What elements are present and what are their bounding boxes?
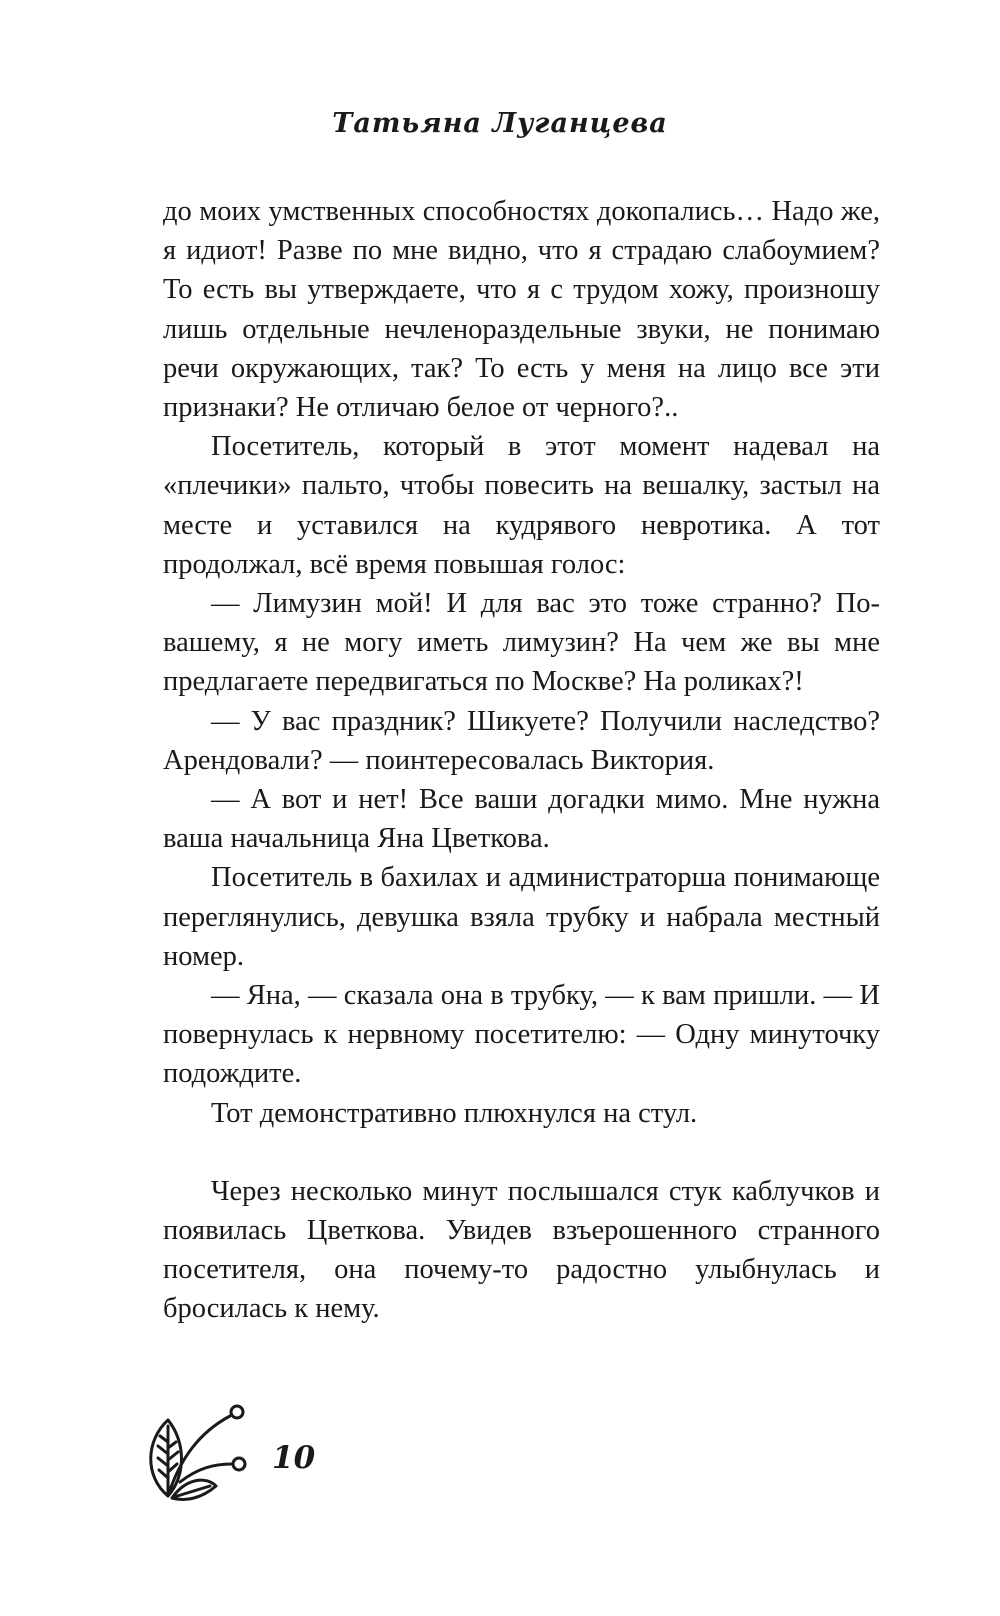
running-head-author: Татьяна Луганцева	[332, 108, 668, 139]
page-number: 10	[272, 1440, 316, 1476]
body-text	[163, 192, 880, 1329]
paragraph: Тот демонстративно плюхнулся на стул.	[211, 1097, 698, 1129]
paragraph: — А вот и нет! Все ваши догадки мимо. Мне нужна ваша начальница Яна Цветкова.	[163, 784, 880, 855]
leaf-sprig-icon	[140, 1398, 265, 1508]
paragraph: Через несколько минут послышался стук каблучков и появилась Цветкова. Увидев взъерошенного странного посетителя, она почему-то радостно улыбнулась и бросилась к нему.	[163, 1175, 880, 1325]
paragraph: — У вас праздник? Шикуете? Получили наследство? Арендовали? — поинтересовалась Виктория.	[163, 705, 880, 776]
paragraph: Посетитель, который в этот момент надевал на «плечики» пальто, чтобы повесить на вешалку, застыл на месте и уставился на кудрявого невротика. А тот продолжал, всё время повышая голос:	[163, 431, 880, 580]
paragraph: до моих умственных способностях докопались… Надо же, я идиот! Разве по мне видно, что я страдаю слабоумием? То есть вы утверждаете, что я с трудом хожу, произношу лишь отдельные нечленораздельные звуки, не понимаю речи окружающих, так? То есть у меня на лицо все эти признаки? Не отличаю белое от черного?..	[163, 196, 880, 424]
paragraph: — Лимузин мой! И для вас это тоже странно? По-вашему, я не могу иметь лимузин? На чем же вы мне предлагаете передвигаться по Москве? На роликах?!	[163, 588, 880, 698]
paragraph: — Яна, — сказала она в трубку, — к вам пришли. — И повернулась к нервному посетителю: — Одну минуточку подождите.	[163, 980, 880, 1090]
paragraph: Посетитель в бахилах и администраторша понимающе переглянулись, девушка взяла трубку и набрала местный номер.	[163, 862, 880, 972]
